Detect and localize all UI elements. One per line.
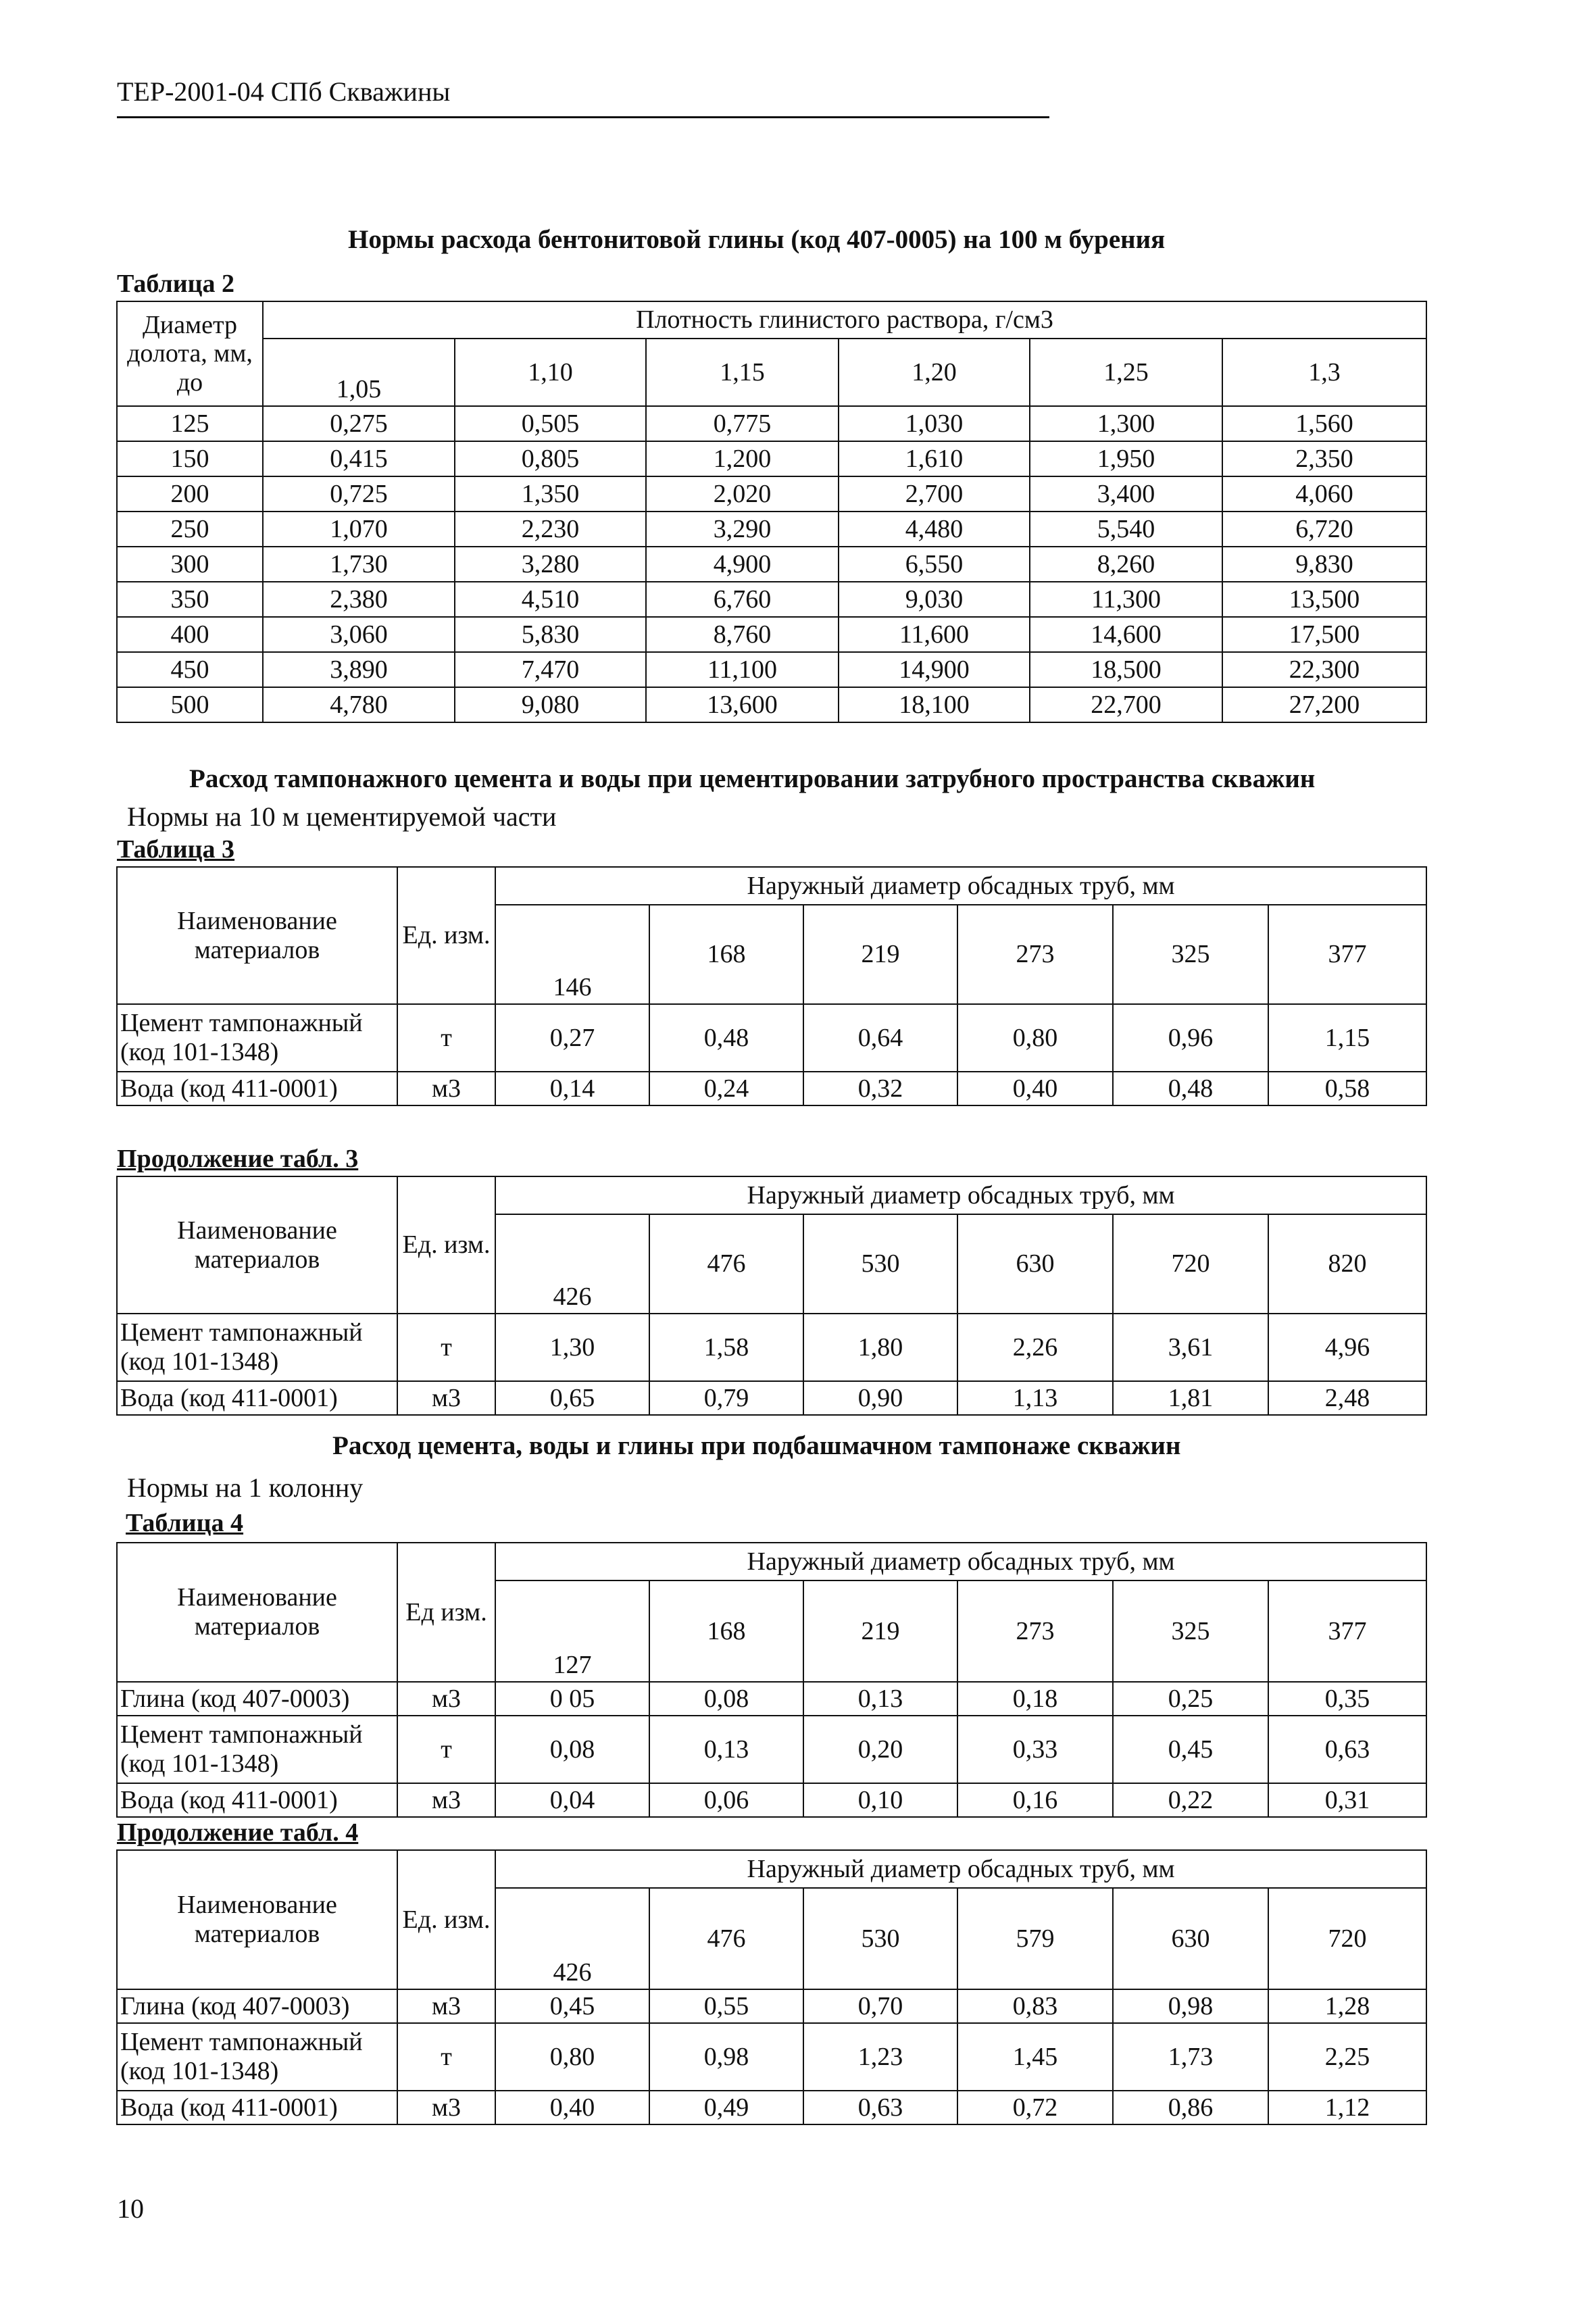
- value-cell: 0,86: [1113, 2091, 1268, 2124]
- table-4: [116, 1542, 1427, 1818]
- value-cell: 4,780: [263, 687, 455, 722]
- value-cell: 0,80: [495, 2023, 649, 2091]
- value-cell: 11,600: [839, 617, 1030, 652]
- table-row: [117, 1004, 1426, 1072]
- value-cell: 1,300: [1030, 406, 1222, 441]
- value-cell: 1,80: [803, 1314, 957, 1381]
- value-cell: 8,260: [1030, 547, 1222, 582]
- table2-col1-header: Диаметр долота, мм, до: [117, 301, 263, 406]
- row-diameter-cell: 200: [117, 476, 263, 512]
- table4-unit-header: Ед изм.: [397, 1543, 495, 1682]
- value-cell: 27,200: [1222, 687, 1426, 722]
- row-diameter-cell: 350: [117, 582, 263, 617]
- table4c-diameter-header: 530: [803, 1888, 957, 1989]
- table4c-name-header: Наименование материалов: [117, 1850, 397, 1989]
- value-cell: 0,64: [803, 1004, 957, 1072]
- table3c-diameter-header: 720: [1113, 1214, 1268, 1314]
- value-cell: 0,32: [803, 1072, 957, 1105]
- value-cell: 0,775: [646, 406, 839, 441]
- material-name-cell: Глина (код 407-0003): [117, 1989, 397, 2023]
- material-name-cell: Цемент тампонажный (код 101-1348): [117, 1716, 397, 1783]
- value-cell: 8,760: [646, 617, 839, 652]
- value-cell: 0,04: [495, 1783, 649, 1817]
- row-diameter-cell: 300: [117, 547, 263, 582]
- table4c-group-header: Наружный диаметр обсадных труб, мм: [495, 1850, 1426, 1888]
- value-cell: 2,26: [957, 1314, 1113, 1381]
- value-cell: 1,45: [957, 2023, 1113, 2091]
- table-row: [117, 1783, 1426, 1817]
- table3c-name-header: Наименование материалов: [117, 1176, 397, 1314]
- table-row: [117, 1716, 1426, 1783]
- table-row: [117, 512, 1426, 547]
- value-cell: 1,610: [839, 441, 1030, 476]
- value-cell: 1,23: [803, 2023, 957, 2091]
- value-cell: 1,730: [263, 547, 455, 582]
- value-cell: 0,65: [495, 1381, 649, 1415]
- unit-cell: м3: [397, 1381, 495, 1415]
- value-cell: 1,030: [839, 406, 1030, 441]
- table-row: [117, 547, 1426, 582]
- value-cell: 18,100: [839, 687, 1030, 722]
- value-cell: 13,500: [1222, 582, 1426, 617]
- table-4-continued: [116, 1849, 1427, 2125]
- unit-cell: м3: [397, 1989, 495, 2023]
- header-rule: [117, 116, 1049, 118]
- table4-diameter-header: 325: [1113, 1580, 1268, 1682]
- value-cell: 1,950: [1030, 441, 1222, 476]
- table4-name-header: Наименование материалов: [117, 1543, 397, 1682]
- value-cell: 0,18: [957, 1682, 1113, 1716]
- table2-density-header: 1,3: [1222, 339, 1426, 406]
- material-name-cell: Цемент тампонажный (код 101-1348): [117, 1004, 397, 1072]
- value-cell: 1,13: [957, 1381, 1113, 1415]
- table3-name-header: Наименование материалов: [117, 867, 397, 1004]
- value-cell: 1,81: [1113, 1381, 1268, 1415]
- table3c-group-header: Наружный диаметр обсадных труб, мм: [495, 1176, 1426, 1214]
- value-cell: 0,14: [495, 1072, 649, 1105]
- value-cell: 2,48: [1268, 1381, 1426, 1415]
- table3-diameter-header: 325: [1113, 905, 1268, 1004]
- table3c-unit-header: Ед. изм.: [397, 1176, 495, 1314]
- value-cell: 0,33: [957, 1716, 1113, 1783]
- table-row: [117, 1314, 1426, 1381]
- table4-diameter-header: 127: [495, 1580, 649, 1682]
- value-cell: 1,350: [455, 476, 646, 512]
- table4c-diameter-header: 720: [1268, 1888, 1426, 1989]
- value-cell: 0,415: [263, 441, 455, 476]
- value-cell: 0,96: [1113, 1004, 1268, 1072]
- value-cell: 0,49: [649, 2091, 803, 2124]
- section2-title: Расход тампонажного цемента и воды при цементировании затрубного пространства скважин: [189, 764, 1316, 793]
- material-name-cell: Вода (код 411-0001): [117, 1381, 397, 1415]
- value-cell: 14,900: [839, 652, 1030, 687]
- value-cell: 4,060: [1222, 476, 1426, 512]
- value-cell: 7,470: [455, 652, 646, 687]
- row-diameter-cell: 450: [117, 652, 263, 687]
- value-cell: 0,40: [957, 1072, 1113, 1105]
- value-cell: 0,45: [1113, 1716, 1268, 1783]
- value-cell: 0,08: [495, 1716, 649, 1783]
- value-cell: 2,380: [263, 582, 455, 617]
- value-cell: 0,805: [455, 441, 646, 476]
- value-cell: 4,510: [455, 582, 646, 617]
- value-cell: 0,06: [649, 1783, 803, 1817]
- table-3-continued: [116, 1176, 1427, 1416]
- table-3: [116, 866, 1427, 1106]
- table4-diameter-header: 377: [1268, 1580, 1426, 1682]
- value-cell: 0 05: [495, 1682, 649, 1716]
- value-cell: 0,16: [957, 1783, 1113, 1817]
- row-diameter-cell: 400: [117, 617, 263, 652]
- row-diameter-cell: 500: [117, 687, 263, 722]
- value-cell: 0,10: [803, 1783, 957, 1817]
- value-cell: 2,020: [646, 476, 839, 512]
- unit-cell: т: [397, 1314, 495, 1381]
- table4-group-header: Наружный диаметр обсадных труб, мм: [495, 1543, 1426, 1580]
- table2-body: [117, 406, 1426, 722]
- value-cell: 0,24: [649, 1072, 803, 1105]
- value-cell: 0,70: [803, 1989, 957, 2023]
- table-row: [117, 441, 1426, 476]
- running-header: ТЕР-2001-04 СПб Скважины: [117, 76, 451, 107]
- table-row: [117, 652, 1426, 687]
- table-row: [117, 1072, 1426, 1105]
- value-cell: 0,80: [957, 1004, 1113, 1072]
- table2-density-header: 1,25: [1030, 339, 1222, 406]
- value-cell: 1,58: [649, 1314, 803, 1381]
- value-cell: 0,13: [803, 1682, 957, 1716]
- unit-cell: м3: [397, 1072, 495, 1105]
- value-cell: 18,500: [1030, 652, 1222, 687]
- table3-group-header: Наружный диаметр обсадных труб, мм: [495, 867, 1426, 905]
- table-row: [117, 582, 1426, 617]
- row-diameter-cell: 125: [117, 406, 263, 441]
- value-cell: 9,830: [1222, 547, 1426, 582]
- value-cell: 0,22: [1113, 1783, 1268, 1817]
- table3-unit-header: Ед. изм.: [397, 867, 495, 1004]
- value-cell: 2,350: [1222, 441, 1426, 476]
- table-row: [117, 406, 1426, 441]
- table-row: [117, 617, 1426, 652]
- value-cell: 1,560: [1222, 406, 1426, 441]
- value-cell: 0,63: [803, 2091, 957, 2124]
- value-cell: 9,030: [839, 582, 1030, 617]
- table3-diameter-header: 273: [957, 905, 1113, 1004]
- table3-diameter-header: 377: [1268, 905, 1426, 1004]
- table3c-diameter-header: 426: [495, 1214, 649, 1314]
- value-cell: 5,540: [1030, 512, 1222, 547]
- value-cell: 0,31: [1268, 1783, 1426, 1817]
- value-cell: 0,98: [649, 2023, 803, 2091]
- value-cell: 3,060: [263, 617, 455, 652]
- value-cell: 0,25: [1113, 1682, 1268, 1716]
- table-row: [117, 687, 1426, 722]
- table4c-body: [117, 1989, 1426, 2124]
- table2-density-header: 1,10: [455, 339, 646, 406]
- table-2: [116, 301, 1427, 723]
- value-cell: 0,13: [649, 1716, 803, 1783]
- material-name-cell: Вода (код 411-0001): [117, 2091, 397, 2124]
- value-cell: 17,500: [1222, 617, 1426, 652]
- table2-label: Таблица 2: [117, 270, 235, 298]
- value-cell: 0,79: [649, 1381, 803, 1415]
- material-name-cell: Цемент тампонажный (код 101-1348): [117, 2023, 397, 2091]
- section1-title: Нормы расхода бентонитовой глины (код 407-0005) на 100 м бурения: [348, 225, 1166, 254]
- value-cell: 14,600: [1030, 617, 1222, 652]
- unit-cell: т: [397, 1004, 495, 1072]
- value-cell: 3,61: [1113, 1314, 1268, 1381]
- table2-group-header: Плотность глинистого раствора, г/см3: [263, 301, 1426, 339]
- table3c-diameter-header: 820: [1268, 1214, 1426, 1314]
- table-row: [117, 2023, 1426, 2091]
- table4c-unit-header: Ед. изм.: [397, 1850, 495, 1989]
- row-diameter-cell: 150: [117, 441, 263, 476]
- unit-cell: м3: [397, 1783, 495, 1817]
- section2-norms-note: Нормы на 10 м цементируемой части: [127, 801, 557, 832]
- unit-cell: т: [397, 1716, 495, 1783]
- table4c-diameter-header: 426: [495, 1888, 649, 1989]
- value-cell: 9,080: [455, 687, 646, 722]
- material-name-cell: Глина (код 407-0003): [117, 1682, 397, 1716]
- table3-diameter-header: 219: [803, 905, 957, 1004]
- material-name-cell: Вода (код 411-0001): [117, 1783, 397, 1817]
- value-cell: 0,725: [263, 476, 455, 512]
- table3c-diameter-header: 476: [649, 1214, 803, 1314]
- value-cell: 4,480: [839, 512, 1030, 547]
- table2-density-header: 1,15: [646, 339, 839, 406]
- value-cell: 0,90: [803, 1381, 957, 1415]
- table3c-diameter-header: 530: [803, 1214, 957, 1314]
- value-cell: 1,28: [1268, 1989, 1426, 2023]
- unit-cell: т: [397, 2023, 495, 2091]
- value-cell: 1,73: [1113, 2023, 1268, 2091]
- value-cell: 6,760: [646, 582, 839, 617]
- value-cell: 0,45: [495, 1989, 649, 2023]
- value-cell: 3,280: [455, 547, 646, 582]
- value-cell: 0,55: [649, 1989, 803, 2023]
- table-row: [117, 1381, 1426, 1415]
- table3-continuation-label: Продолжение табл. 3: [117, 1145, 359, 1173]
- table-row: [117, 476, 1426, 512]
- value-cell: 13,600: [646, 687, 839, 722]
- table3-label: Таблица 3: [117, 835, 235, 864]
- row-diameter-cell: 250: [117, 512, 263, 547]
- table3-diameter-header: 146: [495, 905, 649, 1004]
- value-cell: 3,290: [646, 512, 839, 547]
- value-cell: 4,900: [646, 547, 839, 582]
- table-row: [117, 2091, 1426, 2124]
- value-cell: 22,300: [1222, 652, 1426, 687]
- value-cell: 0,27: [495, 1004, 649, 1072]
- table-row: [117, 1682, 1426, 1716]
- value-cell: 0,08: [649, 1682, 803, 1716]
- value-cell: 1,12: [1268, 2091, 1426, 2124]
- value-cell: 3,890: [263, 652, 455, 687]
- section3-norms-note: Нормы на 1 колонну: [127, 1472, 364, 1503]
- value-cell: 0,505: [455, 406, 646, 441]
- value-cell: 3,400: [1030, 476, 1222, 512]
- value-cell: 0,48: [649, 1004, 803, 1072]
- value-cell: 1,070: [263, 512, 455, 547]
- table2-density-header: 1,20: [839, 339, 1030, 406]
- table4-body: [117, 1682, 1426, 1817]
- table4-diameter-header: 219: [803, 1580, 957, 1682]
- table4c-diameter-header: 579: [957, 1888, 1113, 1989]
- value-cell: 0,98: [1113, 1989, 1268, 2023]
- table4c-diameter-header: 630: [1113, 1888, 1268, 1989]
- value-cell: 0,58: [1268, 1072, 1426, 1105]
- value-cell: 0,275: [263, 406, 455, 441]
- value-cell: 4,96: [1268, 1314, 1426, 1381]
- table4-diameter-header: 273: [957, 1580, 1113, 1682]
- value-cell: 0,20: [803, 1716, 957, 1783]
- value-cell: 11,100: [646, 652, 839, 687]
- table4c-diameter-header: 476: [649, 1888, 803, 1989]
- value-cell: 1,30: [495, 1314, 649, 1381]
- table4-label: Таблица 4: [126, 1509, 244, 1537]
- value-cell: 0,40: [495, 2091, 649, 2124]
- value-cell: 2,25: [1268, 2023, 1426, 2091]
- value-cell: 2,700: [839, 476, 1030, 512]
- unit-cell: м3: [397, 2091, 495, 2124]
- material-name-cell: Цемент тампонажный (код 101-1348): [117, 1314, 397, 1381]
- page-number: 10: [117, 2193, 144, 2224]
- value-cell: 1,15: [1268, 1004, 1426, 1072]
- value-cell: 2,230: [455, 512, 646, 547]
- table3-diameter-header: 168: [649, 905, 803, 1004]
- value-cell: 0,72: [957, 2091, 1113, 2124]
- value-cell: 11,300: [1030, 582, 1222, 617]
- table3c-body: [117, 1314, 1426, 1415]
- table-row: [117, 1989, 1426, 2023]
- value-cell: 0,48: [1113, 1072, 1268, 1105]
- table3c-diameter-header: 630: [957, 1214, 1113, 1314]
- value-cell: 0,83: [957, 1989, 1113, 2023]
- section3-title: Расход цемента, воды и глины при подбашмачном тампонаже скважин: [332, 1431, 1181, 1460]
- value-cell: 5,830: [455, 617, 646, 652]
- table3-body: [117, 1004, 1426, 1105]
- value-cell: 1,200: [646, 441, 839, 476]
- unit-cell: м3: [397, 1682, 495, 1716]
- table4-continuation-label: Продолжение табл. 4: [117, 1818, 359, 1847]
- value-cell: 0,35: [1268, 1682, 1426, 1716]
- value-cell: 22,700: [1030, 687, 1222, 722]
- material-name-cell: Вода (код 411-0001): [117, 1072, 397, 1105]
- table2-density-header: 1,05: [263, 339, 455, 406]
- value-cell: 6,720: [1222, 512, 1426, 547]
- value-cell: 0,63: [1268, 1716, 1426, 1783]
- value-cell: 6,550: [839, 547, 1030, 582]
- table4-diameter-header: 168: [649, 1580, 803, 1682]
